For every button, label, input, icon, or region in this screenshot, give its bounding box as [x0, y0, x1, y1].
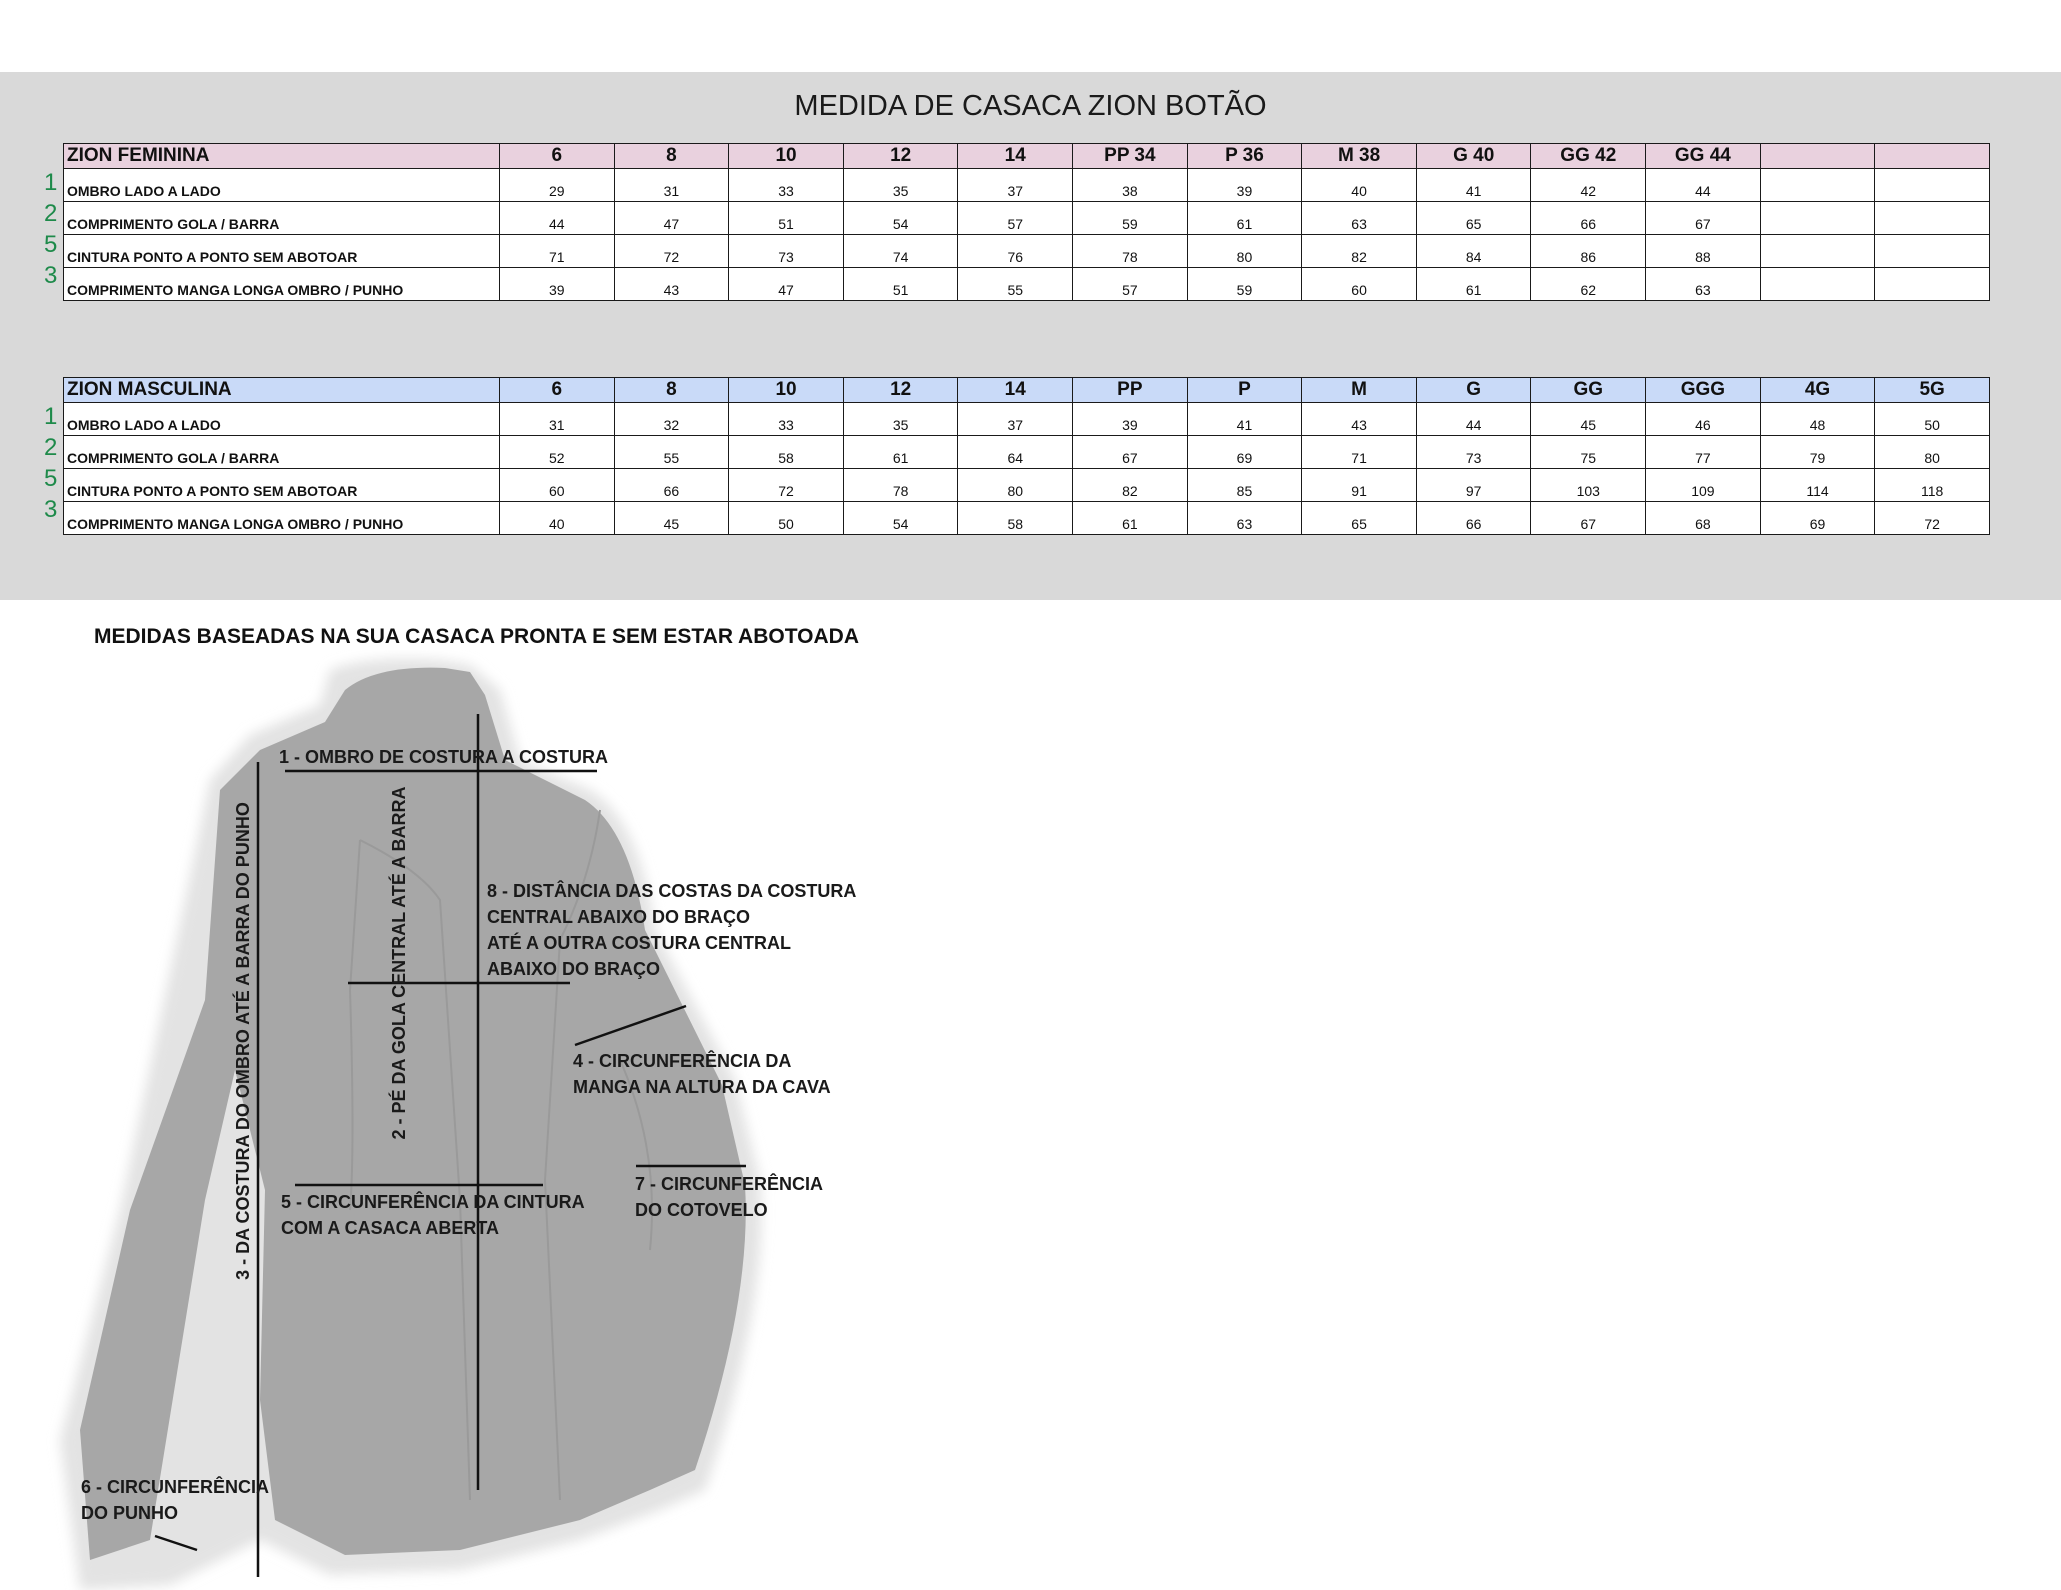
- measurement-value-cell: 71: [1302, 436, 1417, 469]
- measurement-value-cell: [1875, 202, 1990, 235]
- measurement-value-cell: 48: [1760, 403, 1875, 436]
- measurement-label-cell: CINTURA PONTO A PONTO SEM ABOTOAR: [64, 235, 500, 268]
- table-header-row: [64, 378, 1990, 403]
- measurement-value-cell: 61: [843, 436, 958, 469]
- size-header-cell: 6: [500, 378, 615, 403]
- measurement-value-cell: 67: [1073, 436, 1188, 469]
- size-header-cell: M: [1302, 378, 1417, 403]
- measurement-value-cell: 63: [1302, 202, 1417, 235]
- measurement-value-cell: 65: [1416, 202, 1531, 235]
- size-header-cell: GG 44: [1646, 144, 1761, 169]
- measurement-value-cell: [1875, 169, 1990, 202]
- size-header-cell: G 40: [1416, 144, 1531, 169]
- table-row: [64, 502, 1990, 535]
- row-number: 2: [44, 434, 58, 461]
- size-header-cell: P 36: [1187, 144, 1302, 169]
- measurement-label-cell: COMPRIMENTO GOLA / BARRA: [64, 436, 500, 469]
- measurement-value-cell: 61: [1187, 202, 1302, 235]
- measurement-value-cell: 78: [1073, 235, 1188, 268]
- measurement-value-cell: 72: [1875, 502, 1990, 535]
- measurement-value-cell: 85: [1187, 469, 1302, 502]
- measurement-value-cell: 97: [1416, 469, 1531, 502]
- measurement-value-cell: 67: [1646, 202, 1761, 235]
- measurement-value-cell: 78: [843, 469, 958, 502]
- measurement-value-cell: [1760, 235, 1875, 268]
- masculine-size-table: [63, 377, 1990, 535]
- row-number: 5: [44, 465, 58, 492]
- size-header-cell: 6: [500, 144, 615, 169]
- measurement-value-cell: 69: [1187, 436, 1302, 469]
- row-number: 2: [44, 200, 58, 227]
- measurement-value-cell: 47: [614, 202, 729, 235]
- measurement-value-cell: 71: [500, 235, 615, 268]
- measurement-value-cell: 52: [500, 436, 615, 469]
- measurement-label-cell: OMBRO LADO A LADO: [64, 169, 500, 202]
- back-width-label: 8 - DISTÂNCIA DAS COSTAS DA COSTURA CENTRAL ABAIXO DO BRAÇO ATÉ A OUTRA COSTURA CENTRAL ABAIXO DO BRAÇO: [487, 881, 857, 979]
- measurement-value-cell: 118: [1875, 469, 1990, 502]
- size-header-cell: M 38: [1302, 144, 1417, 169]
- size-header-cell: 5G: [1875, 378, 1990, 403]
- measurement-value-cell: 82: [1073, 469, 1188, 502]
- size-header-cell: 10: [729, 378, 844, 403]
- measurement-value-cell: 33: [729, 169, 844, 202]
- measurement-value-cell: 62: [1531, 268, 1646, 301]
- measurement-label-cell: OMBRO LADO A LADO: [64, 403, 500, 436]
- measurement-value-cell: 72: [729, 469, 844, 502]
- table-row: [64, 436, 1990, 469]
- size-header-cell: [1760, 144, 1875, 169]
- sleeve-armhole-label: 4 - CIRCUNFERÊNCIA DA MANGA NA ALTURA DA CAVA: [573, 1051, 831, 1097]
- measurement-value-cell: 41: [1416, 169, 1531, 202]
- measurement-value-cell: 54: [843, 202, 958, 235]
- measurement-value-cell: 37: [958, 169, 1073, 202]
- measurement-value-cell: 44: [1646, 169, 1761, 202]
- measurement-value-cell: 61: [1073, 502, 1188, 535]
- measurement-value-cell: 39: [500, 268, 615, 301]
- measurement-value-cell: 31: [614, 169, 729, 202]
- measurement-value-cell: 74: [843, 235, 958, 268]
- measurement-value-cell: 75: [1531, 436, 1646, 469]
- feminine-size-table: [63, 143, 1990, 301]
- measurement-value-cell: 58: [958, 502, 1073, 535]
- page-title: MEDIDA DE CASACA ZION BOTÃO: [794, 90, 1267, 122]
- measurement-value-cell: 77: [1646, 436, 1761, 469]
- table-row: [64, 268, 1990, 301]
- measurement-value-cell: 46: [1646, 403, 1761, 436]
- measurement-value-cell: 50: [729, 502, 844, 535]
- measurement-value-cell: 35: [843, 403, 958, 436]
- measurement-value-cell: 61: [1416, 268, 1531, 301]
- measurement-value-cell: 35: [843, 169, 958, 202]
- measurement-value-cell: 86: [1531, 235, 1646, 268]
- measurement-value-cell: 58: [729, 436, 844, 469]
- measurement-note: MEDIDAS BASEADAS NA SUA CASACA PRONTA E SEM ESTAR ABOTOADA: [94, 625, 859, 648]
- size-header-cell: 10: [729, 144, 844, 169]
- measurement-value-cell: 37: [958, 403, 1073, 436]
- table-header-row: [64, 144, 1990, 169]
- table-title-cell: ZION FEMININA: [64, 144, 500, 169]
- measurement-value-cell: 51: [729, 202, 844, 235]
- size-header-cell: GGG: [1646, 378, 1761, 403]
- measurement-value-cell: 88: [1646, 235, 1761, 268]
- size-header-cell: PP: [1073, 378, 1188, 403]
- measurement-value-cell: 33: [729, 403, 844, 436]
- measurement-value-cell: 63: [1187, 502, 1302, 535]
- measurement-value-cell: 73: [729, 235, 844, 268]
- size-header-cell: 8: [614, 378, 729, 403]
- measurement-value-cell: 40: [500, 502, 615, 535]
- measurement-value-cell: 73: [1416, 436, 1531, 469]
- measurement-value-cell: 44: [1416, 403, 1531, 436]
- measurement-value-cell: 57: [1073, 268, 1188, 301]
- measurement-value-cell: 114: [1760, 469, 1875, 502]
- row-number: 1: [44, 169, 58, 196]
- measurement-label-cell: CINTURA PONTO A PONTO SEM ABOTOAR: [64, 469, 500, 502]
- measurement-value-cell: 57: [958, 202, 1073, 235]
- measurement-value-cell: 38: [1073, 169, 1188, 202]
- measurement-value-cell: 47: [729, 268, 844, 301]
- size-header-cell: P: [1187, 378, 1302, 403]
- size-header-cell: GG 42: [1531, 144, 1646, 169]
- collar-to-hem-label: 2 - PÉ DA GOLA CENTRAL ATÉ A BARRA: [389, 786, 409, 1140]
- size-header-cell: PP 34: [1073, 144, 1188, 169]
- measurement-value-cell: 79: [1760, 436, 1875, 469]
- size-header-cell: GG: [1531, 378, 1646, 403]
- measurement-value-cell: [1760, 169, 1875, 202]
- size-header-cell: 14: [958, 144, 1073, 169]
- measurement-value-cell: 60: [500, 469, 615, 502]
- table-row: [64, 169, 1990, 202]
- table-row: [64, 235, 1990, 268]
- size-header-cell: G: [1416, 378, 1531, 403]
- shoulder-to-cuff-label: 3 - DA COSTURA DO OMBRO ATÉ A BARRA DO PUNHO: [233, 802, 253, 1280]
- row-number: 3: [44, 262, 58, 289]
- measurement-value-cell: 59: [1187, 268, 1302, 301]
- row-number: 5: [44, 231, 58, 258]
- measurement-value-cell: 76: [958, 235, 1073, 268]
- elbow-label: 7 - CIRCUNFERÊNCIA DO COTOVELO: [635, 1174, 824, 1220]
- waist-label: 5 - CIRCUNFERÊNCIA DA CINTURA COM A CASACA ABERTA: [281, 1192, 585, 1238]
- table-row: [64, 202, 1990, 235]
- measurement-value-cell: [1760, 268, 1875, 301]
- measurement-value-cell: 63: [1646, 268, 1761, 301]
- measurement-value-cell: 45: [1531, 403, 1646, 436]
- row-number: 1: [44, 403, 58, 430]
- measurement-value-cell: 51: [843, 268, 958, 301]
- measurement-value-cell: 69: [1760, 502, 1875, 535]
- measurement-value-cell: 39: [1187, 169, 1302, 202]
- measurement-value-cell: 39: [1073, 403, 1188, 436]
- measurement-value-cell: 66: [1531, 202, 1646, 235]
- measurement-value-cell: 50: [1875, 403, 1990, 436]
- measurement-value-cell: 32: [614, 403, 729, 436]
- size-header-cell: 4G: [1760, 378, 1875, 403]
- table-row: [64, 403, 1990, 436]
- shoulder-label: 1 - OMBRO DE COSTURA A COSTURA: [279, 747, 609, 767]
- measurement-value-cell: 41: [1187, 403, 1302, 436]
- measurement-value-cell: 80: [958, 469, 1073, 502]
- measurement-value-cell: [1760, 202, 1875, 235]
- measurement-value-cell: 66: [1416, 502, 1531, 535]
- measurement-label-cell: COMPRIMENTO GOLA / BARRA: [64, 202, 500, 235]
- measurement-value-cell: 103: [1531, 469, 1646, 502]
- measurement-value-cell: 44: [500, 202, 615, 235]
- measurement-value-cell: 45: [614, 502, 729, 535]
- row-number: 3: [44, 496, 58, 523]
- measurement-value-cell: 91: [1302, 469, 1417, 502]
- size-header-cell: 14: [958, 378, 1073, 403]
- measurement-value-cell: 43: [1302, 403, 1417, 436]
- measurement-value-cell: 80: [1875, 436, 1990, 469]
- measurement-label-cell: COMPRIMENTO MANGA LONGA OMBRO / PUNHO: [64, 268, 500, 301]
- measurement-value-cell: 80: [1187, 235, 1302, 268]
- jacket-illustration: [0, 650, 900, 1590]
- size-header-cell: 12: [843, 144, 958, 169]
- measurement-value-cell: 68: [1646, 502, 1761, 535]
- measurement-value-cell: 72: [614, 235, 729, 268]
- cuff-label: 6 - CIRCUNFERÊNCIA DO PUNHO: [81, 1477, 270, 1523]
- measurement-value-cell: 29: [500, 169, 615, 202]
- table-title-cell: ZION MASCULINA: [64, 378, 500, 403]
- measurement-value-cell: 31: [500, 403, 615, 436]
- measurement-value-cell: [1875, 268, 1990, 301]
- size-header-cell: 8: [614, 144, 729, 169]
- measurement-value-cell: 60: [1302, 268, 1417, 301]
- measurement-value-cell: 82: [1302, 235, 1417, 268]
- measurement-value-cell: 65: [1302, 502, 1417, 535]
- table-row: [64, 469, 1990, 502]
- measurement-value-cell: [1875, 235, 1990, 268]
- measurement-value-cell: 67: [1531, 502, 1646, 535]
- measurement-value-cell: 54: [843, 502, 958, 535]
- size-header-cell: 12: [843, 378, 958, 403]
- measurement-value-cell: 109: [1646, 469, 1761, 502]
- measurement-value-cell: 55: [958, 268, 1073, 301]
- measurement-value-cell: 64: [958, 436, 1073, 469]
- measurement-value-cell: 43: [614, 268, 729, 301]
- size-header-cell: [1875, 144, 1990, 169]
- measurement-label-cell: COMPRIMENTO MANGA LONGA OMBRO / PUNHO: [64, 502, 500, 535]
- measurement-value-cell: 66: [614, 469, 729, 502]
- measurement-value-cell: 84: [1416, 235, 1531, 268]
- measurement-value-cell: 55: [614, 436, 729, 469]
- measurement-value-cell: 40: [1302, 169, 1417, 202]
- measurement-value-cell: 59: [1073, 202, 1188, 235]
- measurement-value-cell: 42: [1531, 169, 1646, 202]
